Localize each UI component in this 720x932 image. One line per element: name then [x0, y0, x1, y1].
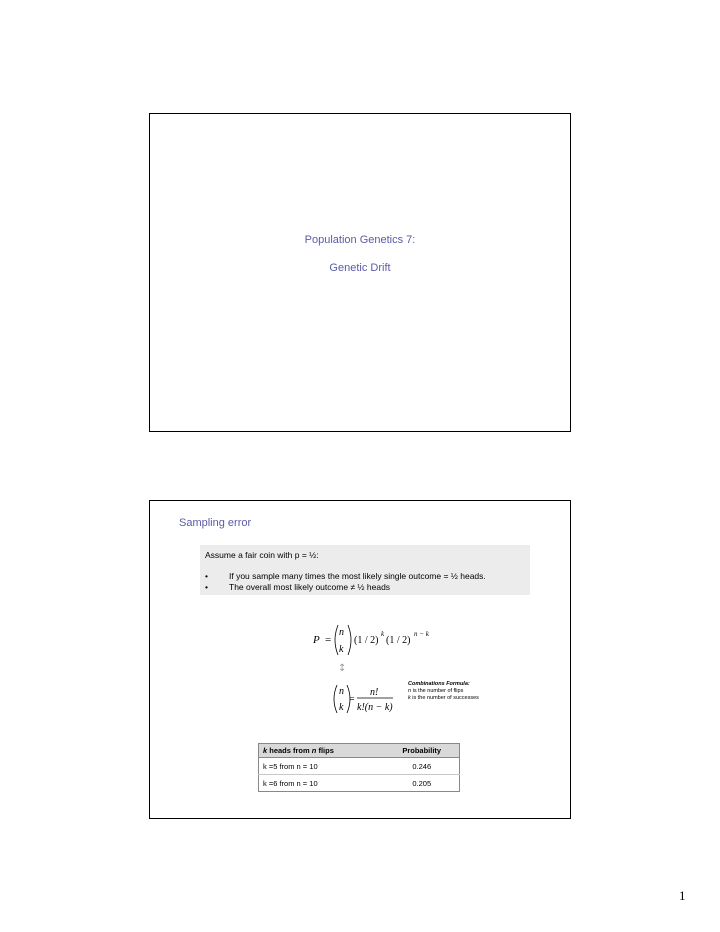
left-paren-icon — [334, 685, 337, 713]
line-2-text: is the number of successes — [410, 695, 479, 701]
combinations-line-1 — [408, 688, 479, 695]
formula-equals: = — [325, 634, 332, 646]
bullet-text-1: If you sample many times the most likely single outcome = ½ heads. — [229, 571, 486, 581]
table-row — [259, 775, 460, 792]
comb-n: n — [339, 686, 344, 697]
bullet-dot: • — [205, 582, 208, 592]
header-n: n — [311, 746, 317, 755]
probability-table — [258, 743, 460, 792]
table-header-row — [259, 744, 460, 758]
header-probability: Probability — [384, 744, 459, 758]
var-k: k — [408, 695, 411, 701]
left-paren-icon — [335, 625, 338, 655]
combinations-line-2 — [408, 695, 479, 702]
comb-equals: = — [349, 694, 355, 705]
combinations-heading: Combinations Formula: — [408, 681, 470, 687]
bullet-dot: • — [205, 571, 208, 581]
connector-arrow-icon: ↕ — [338, 663, 347, 674]
header-end: flips — [316, 746, 334, 755]
formula-k: k — [339, 644, 344, 655]
formula-p: P — [313, 634, 320, 646]
row-value: 0.246 — [384, 758, 459, 775]
table-row — [259, 758, 460, 775]
slide-sampling-error — [149, 500, 571, 819]
combinations-note — [408, 681, 479, 702]
formula-half-1: (1 / 2) — [354, 635, 379, 646]
right-paren-icon — [348, 625, 351, 655]
page-number: 1 — [679, 888, 686, 903]
formula-exp-k: k — [381, 630, 385, 638]
title-line-1: Population Genetics 7: — [304, 234, 416, 246]
bullet-text-2: The overall most likely outcome ≠ ½ heads — [229, 582, 391, 592]
callout-intro: Assume a fair coin with p = ½: — [205, 550, 319, 560]
comb-k: k — [339, 702, 344, 713]
row-value: 0.205 — [384, 775, 459, 792]
header-mid: heads from — [267, 746, 312, 755]
comb-numerator: n! — [370, 687, 379, 698]
formula-n: n — [339, 627, 344, 638]
slide-title — [149, 113, 571, 432]
var-n: n — [408, 688, 412, 694]
title-line-2: Genetic Drift — [329, 262, 391, 274]
header-heads-from-flips — [259, 744, 385, 758]
line-1-text: is the number of flips — [411, 688, 464, 694]
formula-exp-nk: n − k — [414, 630, 429, 638]
comb-denominator: k!(n − k) — [357, 702, 393, 713]
row-label: k =5 from n = 10 — [259, 758, 385, 775]
formula-half-2: (1 / 2) — [386, 635, 411, 646]
header-k: k — [263, 746, 268, 755]
binomial-formula — [150, 501, 570, 741]
row-label: k =6 from n = 10 — [259, 775, 385, 792]
slide-heading: Sampling error — [179, 517, 252, 529]
